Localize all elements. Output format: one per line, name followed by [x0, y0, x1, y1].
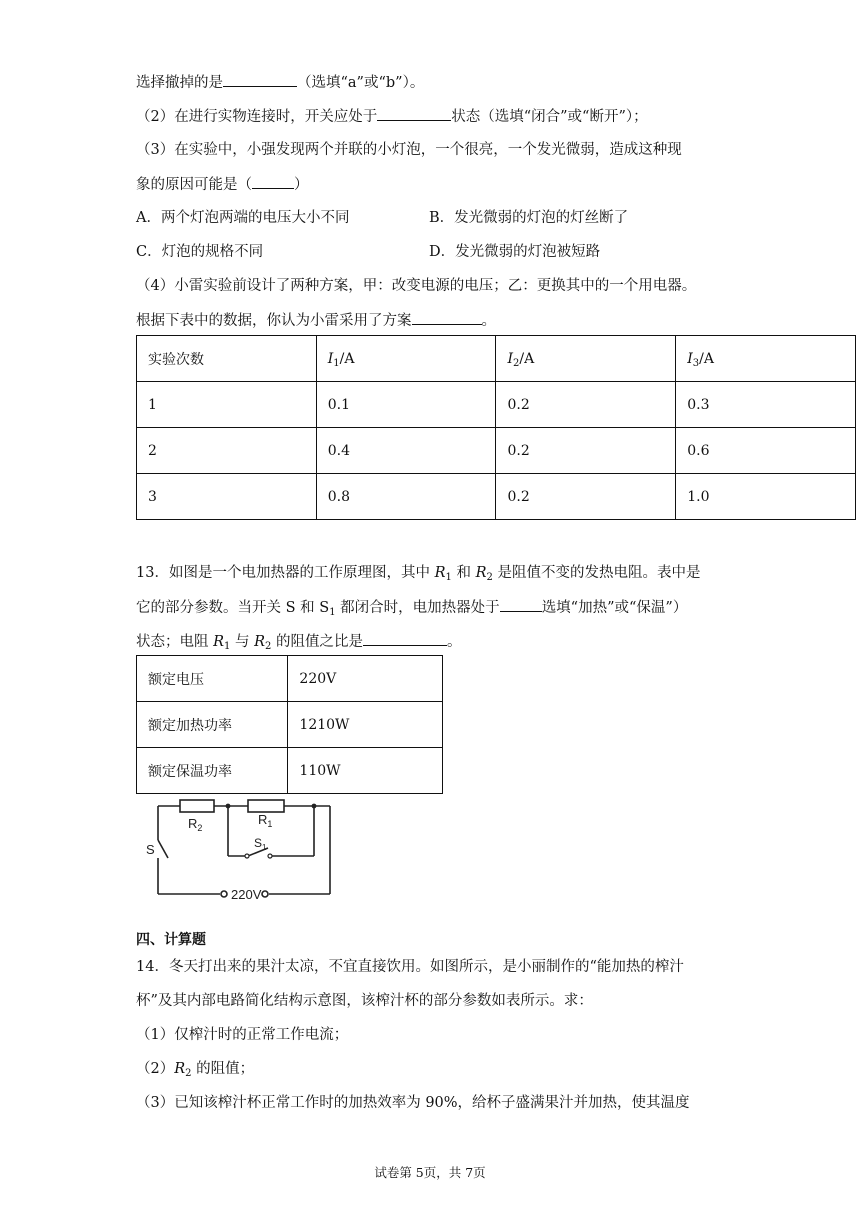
table-cell: 2 — [137, 428, 317, 474]
answer-blank[interactable] — [412, 310, 482, 325]
option-b[interactable]: B．发光微弱的灯泡的灯丝断了 — [429, 210, 629, 226]
table-cell: 220V — [288, 656, 443, 702]
q13-line1: 13．如图是一个电加热器的工作原理图，其中 $R_1$ 和 $R_2$ 是阻值不变的发热电阻。表中是 — [136, 565, 701, 583]
junction-dot — [226, 804, 231, 809]
answer-blank[interactable] — [252, 174, 294, 189]
option-d[interactable]: D．发光微弱的灯泡被短路 — [429, 244, 601, 260]
q12-part4-line2: 根据下表中的数据，你认为小雷采用了方案 。 — [136, 310, 496, 331]
table-cell: 0.2 — [496, 382, 676, 428]
q13-line2: 它的部分参数。当开关 S 和 $S_1$ 都闭合时，电加热器处于 选填“加热”或“保温”） — [136, 597, 687, 618]
answer-blank[interactable] — [500, 597, 542, 612]
table-row — [137, 656, 443, 702]
q12-part3-line1: （3）在实验中，小强发现两个并联的小灯泡，一个很亮，一个发光微弱，造成这种现 — [136, 142, 682, 158]
label-source: 220V — [231, 887, 262, 902]
label-r2: $R_2$ — [188, 816, 203, 833]
q14-part2: $(2)R_2$ 的阻值； — [136, 1061, 255, 1079]
table-cell: 额定保温功率 — [137, 748, 288, 794]
q12-part2: （2）在进行实物连接时，开关应处于 状态（选填“闭合”或“断开”）； — [136, 106, 648, 127]
table-cell: 3 — [137, 474, 317, 520]
table-row — [137, 474, 856, 520]
resistor-r2 — [180, 800, 214, 812]
table-cell: 额定加热功率 — [137, 702, 288, 748]
table-cell: 0.1 — [316, 382, 496, 428]
table-cell: 0.8 — [316, 474, 496, 520]
q12-part4-line1: （4）小雷实验前设计了两种方案，甲：改变电源的电压；乙：更换其中的一个用电器。 — [136, 278, 697, 294]
heater-parameters-table — [136, 655, 443, 794]
page-footer: 试卷第 5页，共 7页 — [374, 1165, 486, 1180]
table-cell: 0.2 — [496, 474, 676, 520]
switch-s — [158, 840, 168, 858]
table-row — [137, 748, 443, 794]
option-c[interactable]: C．灯泡的规格不同 — [136, 244, 264, 260]
table-cell: 额定电压 — [137, 656, 288, 702]
table-row — [137, 428, 856, 474]
table-row — [137, 382, 856, 428]
column-header: $I_1/A$ — [316, 336, 496, 382]
table-cell: 0.2 — [496, 428, 676, 474]
answer-blank[interactable] — [377, 106, 451, 121]
q14-line2: 杯”及其内部电路简化结构示意图，该榨汁杯的部分参数如表所示。求： — [136, 993, 593, 1009]
label-r1: $R_1$ — [258, 812, 273, 829]
table-header-row — [137, 336, 856, 382]
q14-part1: （1）仅榨汁时的正常工作电流； — [136, 1027, 349, 1043]
label-s: S — [146, 842, 155, 857]
table-cell: 1 — [137, 382, 317, 428]
current-data-table — [136, 335, 856, 520]
column-header: 实验次数 — [137, 336, 317, 382]
q12-part3-line2: 象的原因可能是（ ） — [136, 174, 309, 195]
table-cell: 110W — [288, 748, 443, 794]
resistor-r1 — [248, 800, 284, 812]
table-cell: 1210W — [288, 702, 443, 748]
junction-dot — [312, 804, 317, 809]
table-cell: 1.0 — [676, 474, 856, 520]
circuit-diagram — [140, 796, 340, 906]
table-cell: 0.4 — [316, 428, 496, 474]
q14-line1: 14．冬天打出来的果汁太凉，不宜直接饮用。如图所示，是小丽制作的“能加热的榨汁 — [136, 959, 684, 975]
answer-blank[interactable] — [223, 72, 297, 87]
q13-line3: 状态；电阻 $R_1$ 与 $R_2$ 的阻值之比是 。 — [136, 631, 462, 652]
table-row — [137, 702, 443, 748]
table-cell: 0.6 — [676, 428, 856, 474]
q12-select-line: 选择撤掉的是 （选填“a”或“b”）。 — [136, 72, 424, 93]
table-cell: 0.3 — [676, 382, 856, 428]
answer-blank[interactable] — [363, 631, 447, 646]
option-a[interactable]: A．两个灯泡两端的电压大小不同 — [136, 210, 350, 226]
column-header: $I_2/A$ — [496, 336, 676, 382]
q14-part3: （3）已知该榨汁杯正常工作时的加热效率为 90%，给杯子盛满果汁并加热，使其温度 — [136, 1095, 690, 1111]
column-header: $I_3/A$ — [676, 336, 856, 382]
section-title: 四、计算题 — [136, 932, 206, 948]
label-s1: $S_1$ — [254, 836, 267, 852]
